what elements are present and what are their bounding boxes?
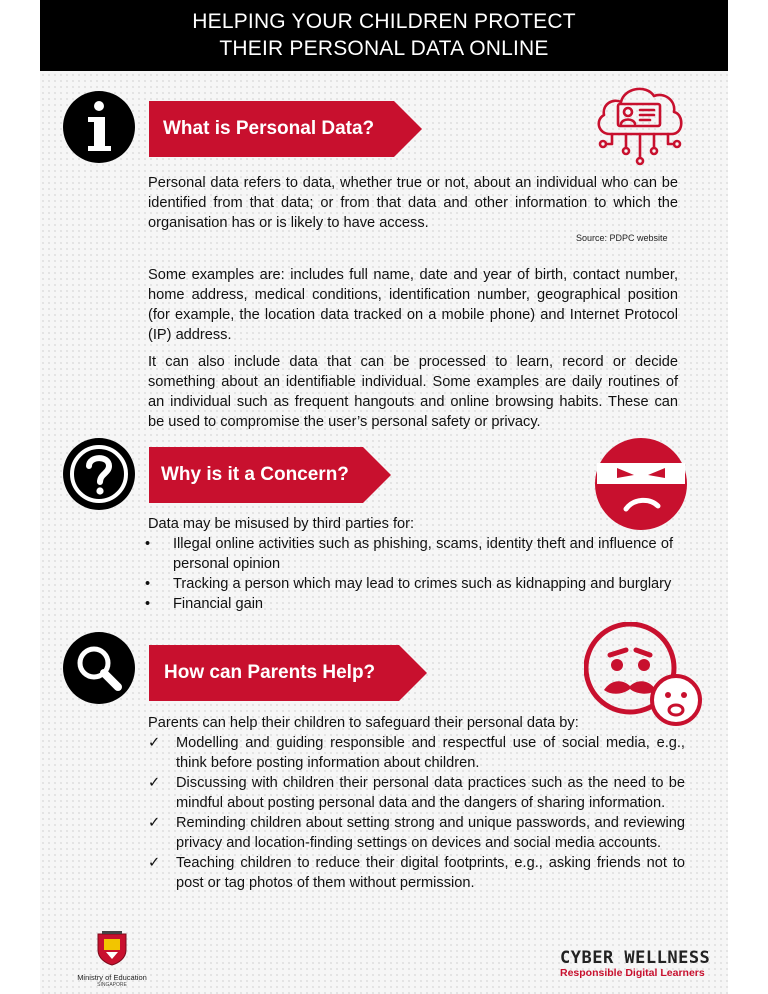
brand-name: CYBER WELLNESS	[560, 948, 711, 968]
list-item: ✓ Modelling and guiding responsible and respectful use of social media, e.g., think before posting information about children.	[148, 735, 685, 771]
concern-intro: Data may be misused by third parties for:	[148, 516, 415, 532]
page-header	[40, 0, 728, 71]
magnifier-icon	[62, 631, 136, 705]
list-item: • Tracking a person which may lead to crimes such as kidnapping and burglary	[145, 576, 672, 592]
bullet-icon: •	[145, 536, 151, 552]
info-icon	[62, 90, 136, 164]
concern-list	[145, 534, 673, 614]
section-banner-what	[149, 101, 424, 157]
checkmark-icon: ✓	[148, 815, 161, 831]
list-item: ✓ Reminding children about setting strong and unique passwords, and reviewing privacy and location-finding settings on devices and social media accounts.	[148, 815, 685, 851]
section-title-why: Why is it a Concern?	[161, 464, 349, 485]
list-item: ✓ Teaching children to reduce their digital footprints, e.g., asking friends not to post or tag photos of them without permission.	[148, 855, 685, 891]
bullet-icon: •	[145, 576, 151, 592]
list-item: • Illegal online activities such as phishing, scams, identity theft and influence of personal opinion	[145, 536, 673, 572]
parents-intro: Parents can help their children to safeguard their personal data by:	[148, 715, 579, 731]
moe-name: Ministry of Education	[77, 973, 147, 982]
section-title-how: How can Parents Help?	[164, 662, 376, 683]
personal-data-definition: Personal data refers to data, whether true or not, about an individual who can be identified from that data; or from that data and other information to which the organisation has or is likely to have access.	[148, 175, 678, 231]
section-banner-why	[149, 447, 393, 503]
cloud-data-icon	[592, 76, 688, 172]
parents-list	[148, 733, 685, 893]
list-item: • Financial gain	[145, 596, 264, 612]
question-icon	[62, 437, 136, 511]
brand-tagline: Responsible Digital Learners	[560, 967, 705, 979]
personal-data-examples: Some examples are: includes full name, date and year of birth, contact number, home address, medical conditions, identification number, geographical position (for example, the location data tracked on a mobile phone) and Internet Protocol (IP) address.	[148, 267, 678, 343]
bullet-icon: •	[145, 596, 151, 612]
checkmark-icon: ✓	[148, 855, 161, 871]
checkmark-icon: ✓	[148, 775, 161, 791]
list-item: ✓ Discussing with children their personal data practices such as the need to be mindful about posting personal data and the dangers of sharing information.	[148, 775, 685, 811]
section-banner-how	[149, 645, 429, 701]
checkmark-icon: ✓	[148, 735, 161, 751]
personal-data-additional: It can also include data that can be processed to learn, record or decide something about an identifiable individual. Some examples are daily routines of an individual such as frequent hangouts and online browsing habits. These can be used to compromise the user’s personal safety or privacy.	[148, 354, 678, 430]
moe-logo	[72, 930, 152, 988]
section-title-what: What is Personal Data?	[163, 118, 375, 139]
moe-country: SINGAPORE	[97, 982, 127, 988]
moe-crest-icon	[93, 930, 131, 966]
header-line-1: HELPING YOUR CHILDREN PROTECT	[192, 10, 576, 33]
header-line-2: THEIR PERSONAL DATA ONLINE	[219, 37, 549, 60]
cyber-wellness-logo	[560, 948, 711, 979]
source-note: Source: PDPC website	[576, 233, 668, 243]
